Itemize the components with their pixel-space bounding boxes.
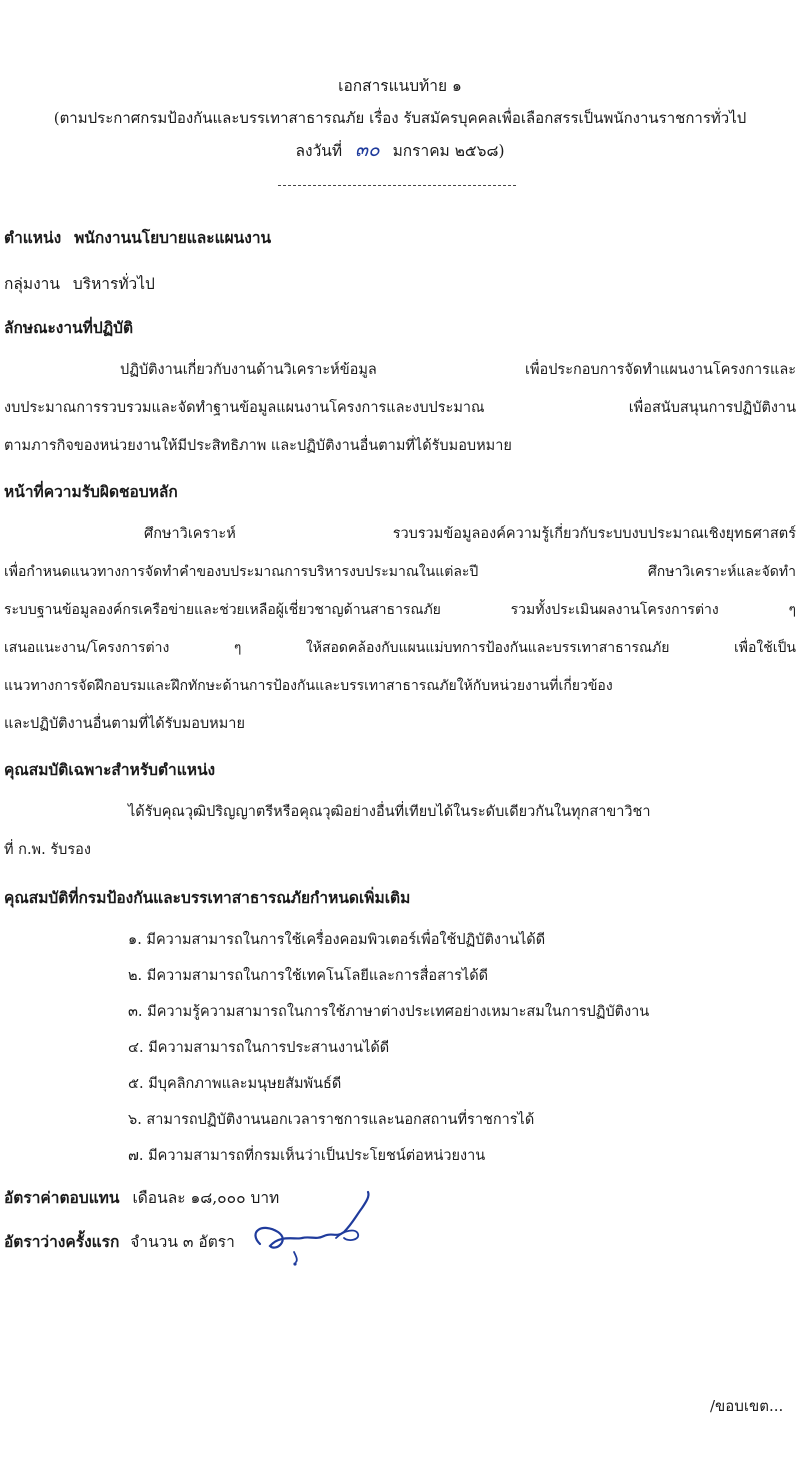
salary-row xyxy=(4,1188,279,1208)
additional-heading: คุณสมบัติที่กรมป้องกันและบรรเทาสาธารณภัยกำหนดเพิ่มเติม xyxy=(4,888,411,907)
additional-item-2: ๒. มีความสามารถในการใช้เทคโนโลยีและการสื่อสารได้ดี xyxy=(128,968,489,984)
date-prefix: ลงวันที่ xyxy=(295,142,343,160)
qualifications-heading: คุณสมบัติเฉพาะสำหรับตำแหน่ง xyxy=(4,760,216,779)
position-row xyxy=(4,228,271,248)
document-title: เอกสารแนบท้าย ๑ xyxy=(338,77,462,95)
additional-item-5: ๕. มีบุคลิกภาพและมนุษยสัมพันธ์ดี xyxy=(128,1076,342,1092)
group-row xyxy=(4,274,155,294)
qualifications-line-2: ที่ ก.พ. รับรอง xyxy=(4,842,91,858)
group-value: บริหารทั่วไป xyxy=(72,275,155,293)
work-line-1: ปฏิบัติงานเกี่ยวกับงานด้านวิเคราะห์ข้อมูล เพื่อประกอบการจัดทำแผนงานโครงการและ xyxy=(120,362,796,378)
additional-item-4: ๔. มีความสามารถในการประสานงานได้ดี xyxy=(128,1040,390,1056)
work-line-3: ตามภารกิจของหน่วยงานให้มีประสิทธิภาพ และปฏิบัติงานอื่นตามที่ได้รับมอบหมาย xyxy=(4,438,512,454)
vacancy-row xyxy=(4,1232,235,1252)
duties-line-1: ศึกษาวิเคราะห์ รวบรวมข้อมูลองค์ความรู้เกี่ยวกับระบบงบประมาณเชิงยุทธศาสตร์ xyxy=(144,526,796,542)
duties-line-3: ระบบฐานข้อมูลองค์กรเครือข่ายและช่วยเหลือผู้เชี่ยวชาญด้านสาธารณภัย รวมทั้งประเมินผลงานโครงการต่าง ๆ xyxy=(4,602,796,618)
additional-item-7: ๗. มีความสามารถที่กรมเห็นว่าเป็นประโยชน์ต่อหน่วยงาน xyxy=(128,1148,486,1164)
vacancy-value: จำนวน ๓ อัตรา xyxy=(130,1233,235,1251)
qualifications-line-1: ได้รับคุณวุฒิปริญญาตรีหรือคุณวุฒิอย่างอื่นที่เทียบได้ในระดับเดียวกันในทุกสาขาวิชา xyxy=(128,804,651,820)
group-label: กลุ่มงาน xyxy=(4,275,60,293)
date-suffix: มกราคม ๒๕๖๘) xyxy=(392,142,505,160)
duties-line-6: และปฏิบัติงานอื่นตามที่ได้รับมอบหมาย xyxy=(4,716,245,732)
position-value: พนักงานนโยบายและแผนงาน xyxy=(74,228,272,247)
continuation-marker: /ขอบเขต... xyxy=(710,1397,784,1415)
duties-line-2: เพื่อกำหนดแนวทางการจัดทำคำของบประมาณการบริหารงบประมาณในแต่ละปี ศึกษาวิเคราะห์และจัดทำ xyxy=(4,564,796,580)
salary-value: เดือนละ ๑๘,๐๐๐ บาท xyxy=(132,1189,280,1207)
additional-item-1: ๑. มีความสามารถในการใช้เครื่องคอมพิวเตอร์เพื่อใช้ปฏิบัติงานได้ดี xyxy=(128,932,546,948)
work-line-2: งบประมาณการรวบรวมและจัดทำฐานข้อมูลแผนงานโครงการและงบประมาณ เพื่อสนับสนุนการปฏิบัติงาน xyxy=(4,400,796,416)
handwritten-initial-signature xyxy=(240,1182,380,1272)
salary-label: อัตราค่าตอบแทน xyxy=(4,1188,120,1207)
additional-item-3: ๓. มีความรู้ความสามารถในการใช้ภาษาต่างประเทศอย่างเหมาะสมในการปฏิบัติงาน xyxy=(128,1004,650,1020)
document-subtitle: (ตามประกาศกรมป้องกันและบรรเทาสาธารณภัย เรื่อง รับสมัครบุคคลเพื่อเลือกสรรเป็นพนักงานราชการทั่วไป xyxy=(53,109,747,127)
document-date xyxy=(0,140,800,161)
position-label: ตำแหน่ง xyxy=(4,228,62,247)
date-handwritten-day: ๓๐ xyxy=(355,139,380,161)
header-divider xyxy=(278,185,516,186)
work-heading: ลักษณะงานที่ปฏิบัติ xyxy=(4,318,134,337)
duties-heading: หน้าที่ความรับผิดชอบหลัก xyxy=(4,482,178,501)
additional-item-6: ๖. สามารถปฏิบัติงานนอกเวลาราชการและนอกสถานที่ราชการได้ xyxy=(128,1112,535,1128)
duties-line-5: แนวทางการจัดฝึกอบรมและฝึกทักษะด้านการป้องกันและบรรเทาสาธารณภัยให้กับหน่วยงานที่เกี่ยวข้อง xyxy=(4,678,613,694)
vacancy-label: อัตราว่างครั้งแรก xyxy=(4,1232,120,1251)
duties-line-4: เสนอแนะงาน/โครงการต่าง ๆ ให้สอดคล้องกับแผนแม่บทการป้องกันและบรรเทาสาธารณภัย เพื่อใช้เป็น xyxy=(4,640,796,656)
